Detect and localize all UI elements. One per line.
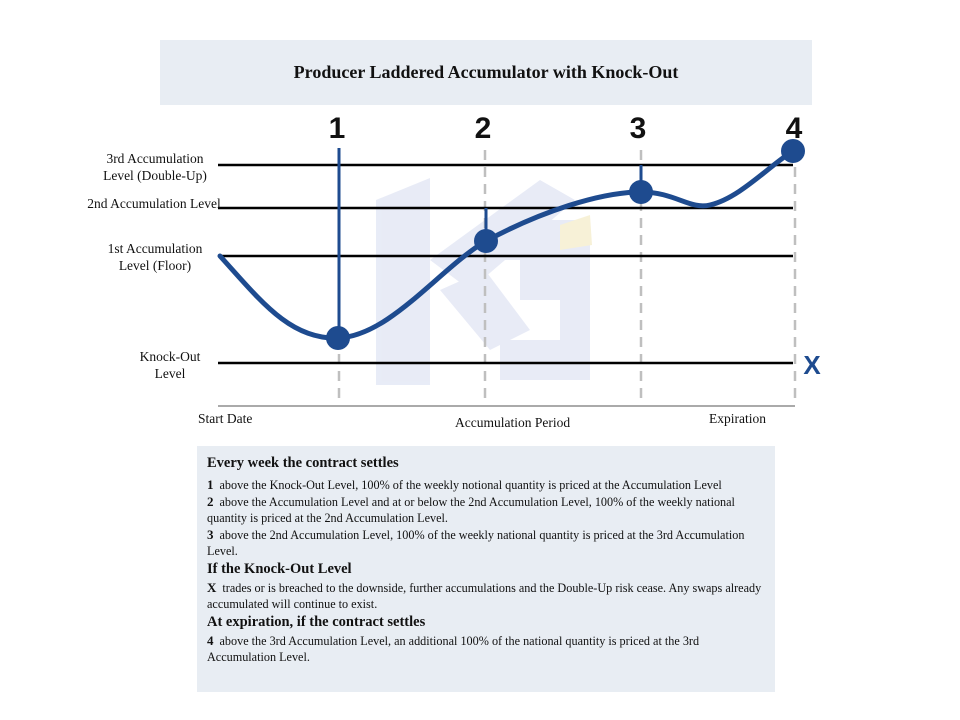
knockout-label: Knock-Out Level xyxy=(139,349,201,381)
marker-3-label: 3 xyxy=(629,112,647,145)
knockout-heading: If the Knock-Out Level xyxy=(207,561,352,577)
explanation-item-3: 3 above the 2nd Accumulation Level, 100% of the weekly national quantity is priced at the 3rd Accumulation Level. xyxy=(207,527,745,558)
explanation-item-1: 1 above the Knock-Out Level, 100% of the weekly notional quantity is priced at the Accumulation Level xyxy=(207,477,722,492)
explanation-item-4: 4 above the 3rd Accumulation Level, an additional 100% of the national quantity is priced at the 3rd Accumulation Level. xyxy=(207,633,700,664)
settlement-dot-2 xyxy=(474,229,498,253)
knockout-x-marker: X xyxy=(803,350,821,380)
explanation-item-x: X trades or is breached to the downside, further accumulations and the Double-Up risk cease. Any swaps already accumulated will continue to exist. xyxy=(207,580,762,611)
second-accumulation-label: 2nd Accumulation Level xyxy=(87,196,221,211)
first-accumulation-label: 1st Accumulation Level (Floor) xyxy=(107,241,203,273)
explanation-panel xyxy=(197,446,775,692)
marker-2-label: 2 xyxy=(474,112,492,145)
expiration-label: Expiration xyxy=(709,411,766,426)
marker-1-label: 1 xyxy=(328,112,346,145)
settlement-dot-1 xyxy=(326,326,350,350)
accumulation-period-label: Accumulation Period xyxy=(455,415,571,430)
start-date-label: Start Date xyxy=(198,411,253,426)
weekly-settle-heading: Every week the contract settles xyxy=(207,455,399,471)
expiration-heading: At expiration, if the contract settles xyxy=(207,614,426,630)
explanation-item-2: 2 above the Accumulation Level and at or below the 2nd Accumulation Level, 100% of the weekly national quantity is priced at the 2nd Accumulation Level. xyxy=(207,494,735,525)
diagram-title: Producer Laddered Accumulator with Knock-Out xyxy=(293,62,679,82)
marker-4-label: 4 xyxy=(785,112,803,145)
third-accumulation-label: 3rd Accumulation Level (Double-Up) xyxy=(103,151,207,183)
settlement-dot-3 xyxy=(629,180,653,204)
